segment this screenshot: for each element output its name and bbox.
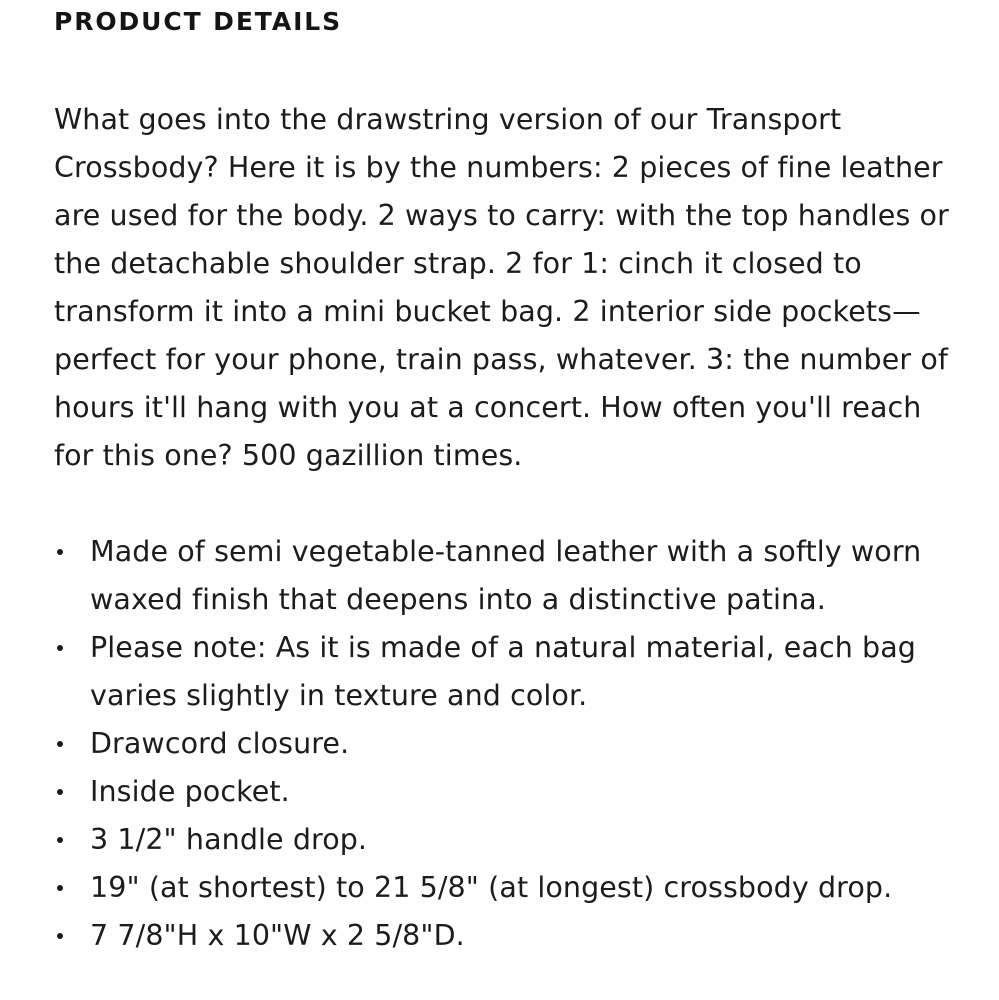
- bullet-icon: [57, 789, 63, 795]
- bullet-icon: [57, 933, 63, 939]
- page-title: PRODUCT DETAILS: [54, 7, 343, 36]
- bullet-icon: [57, 885, 63, 891]
- list-item-label: Drawcord closure.: [90, 727, 350, 760]
- list-item-label: 3 1/2" handle drop.: [90, 823, 368, 856]
- list-item: [54, 816, 954, 864]
- list-item-label: 19" (at shortest) to 21 5/8" (at longest) crossbody drop.: [90, 871, 893, 904]
- list-item-label: Please note: As it is made of a natural material, each bag varies slightly in texture and color.: [90, 631, 916, 712]
- bullet-icon: [57, 549, 63, 555]
- list-item: [54, 528, 954, 624]
- bullet-icon: [57, 645, 63, 651]
- product-description-paragraph: What goes into the drawstring version of our Transport Crossbody? Here it is by the numbers: 2 pieces of fine leather are used for the body. 2 ways to carry: with the top handles or the detachable shoulder strap. 2 for 1: cinch it closed to transform it into a mini bucket bag. 2 interior side pockets—perfect for your phone, train pass, whatever. 3: the number of hours it'll hang with you at a concert. How often you'll reach for this one? 500 gazillion times.: [54, 103, 949, 472]
- list-item-label: Made of semi vegetable-tanned leather with a softly worn waxed finish that deepens into a distinctive patina.: [90, 535, 922, 616]
- list-item: [54, 864, 954, 912]
- product-spec-list: [54, 528, 954, 960]
- list-item-label: 7 7/8"H x 10"W x 2 5/8"D.: [90, 919, 465, 952]
- list-item: [54, 768, 954, 816]
- list-item: [54, 720, 954, 768]
- bullet-icon: [57, 837, 63, 843]
- list-item-label: Inside pocket.: [90, 775, 290, 808]
- list-item: [54, 624, 954, 720]
- list-item: [54, 912, 954, 960]
- bullet-icon: [57, 741, 63, 747]
